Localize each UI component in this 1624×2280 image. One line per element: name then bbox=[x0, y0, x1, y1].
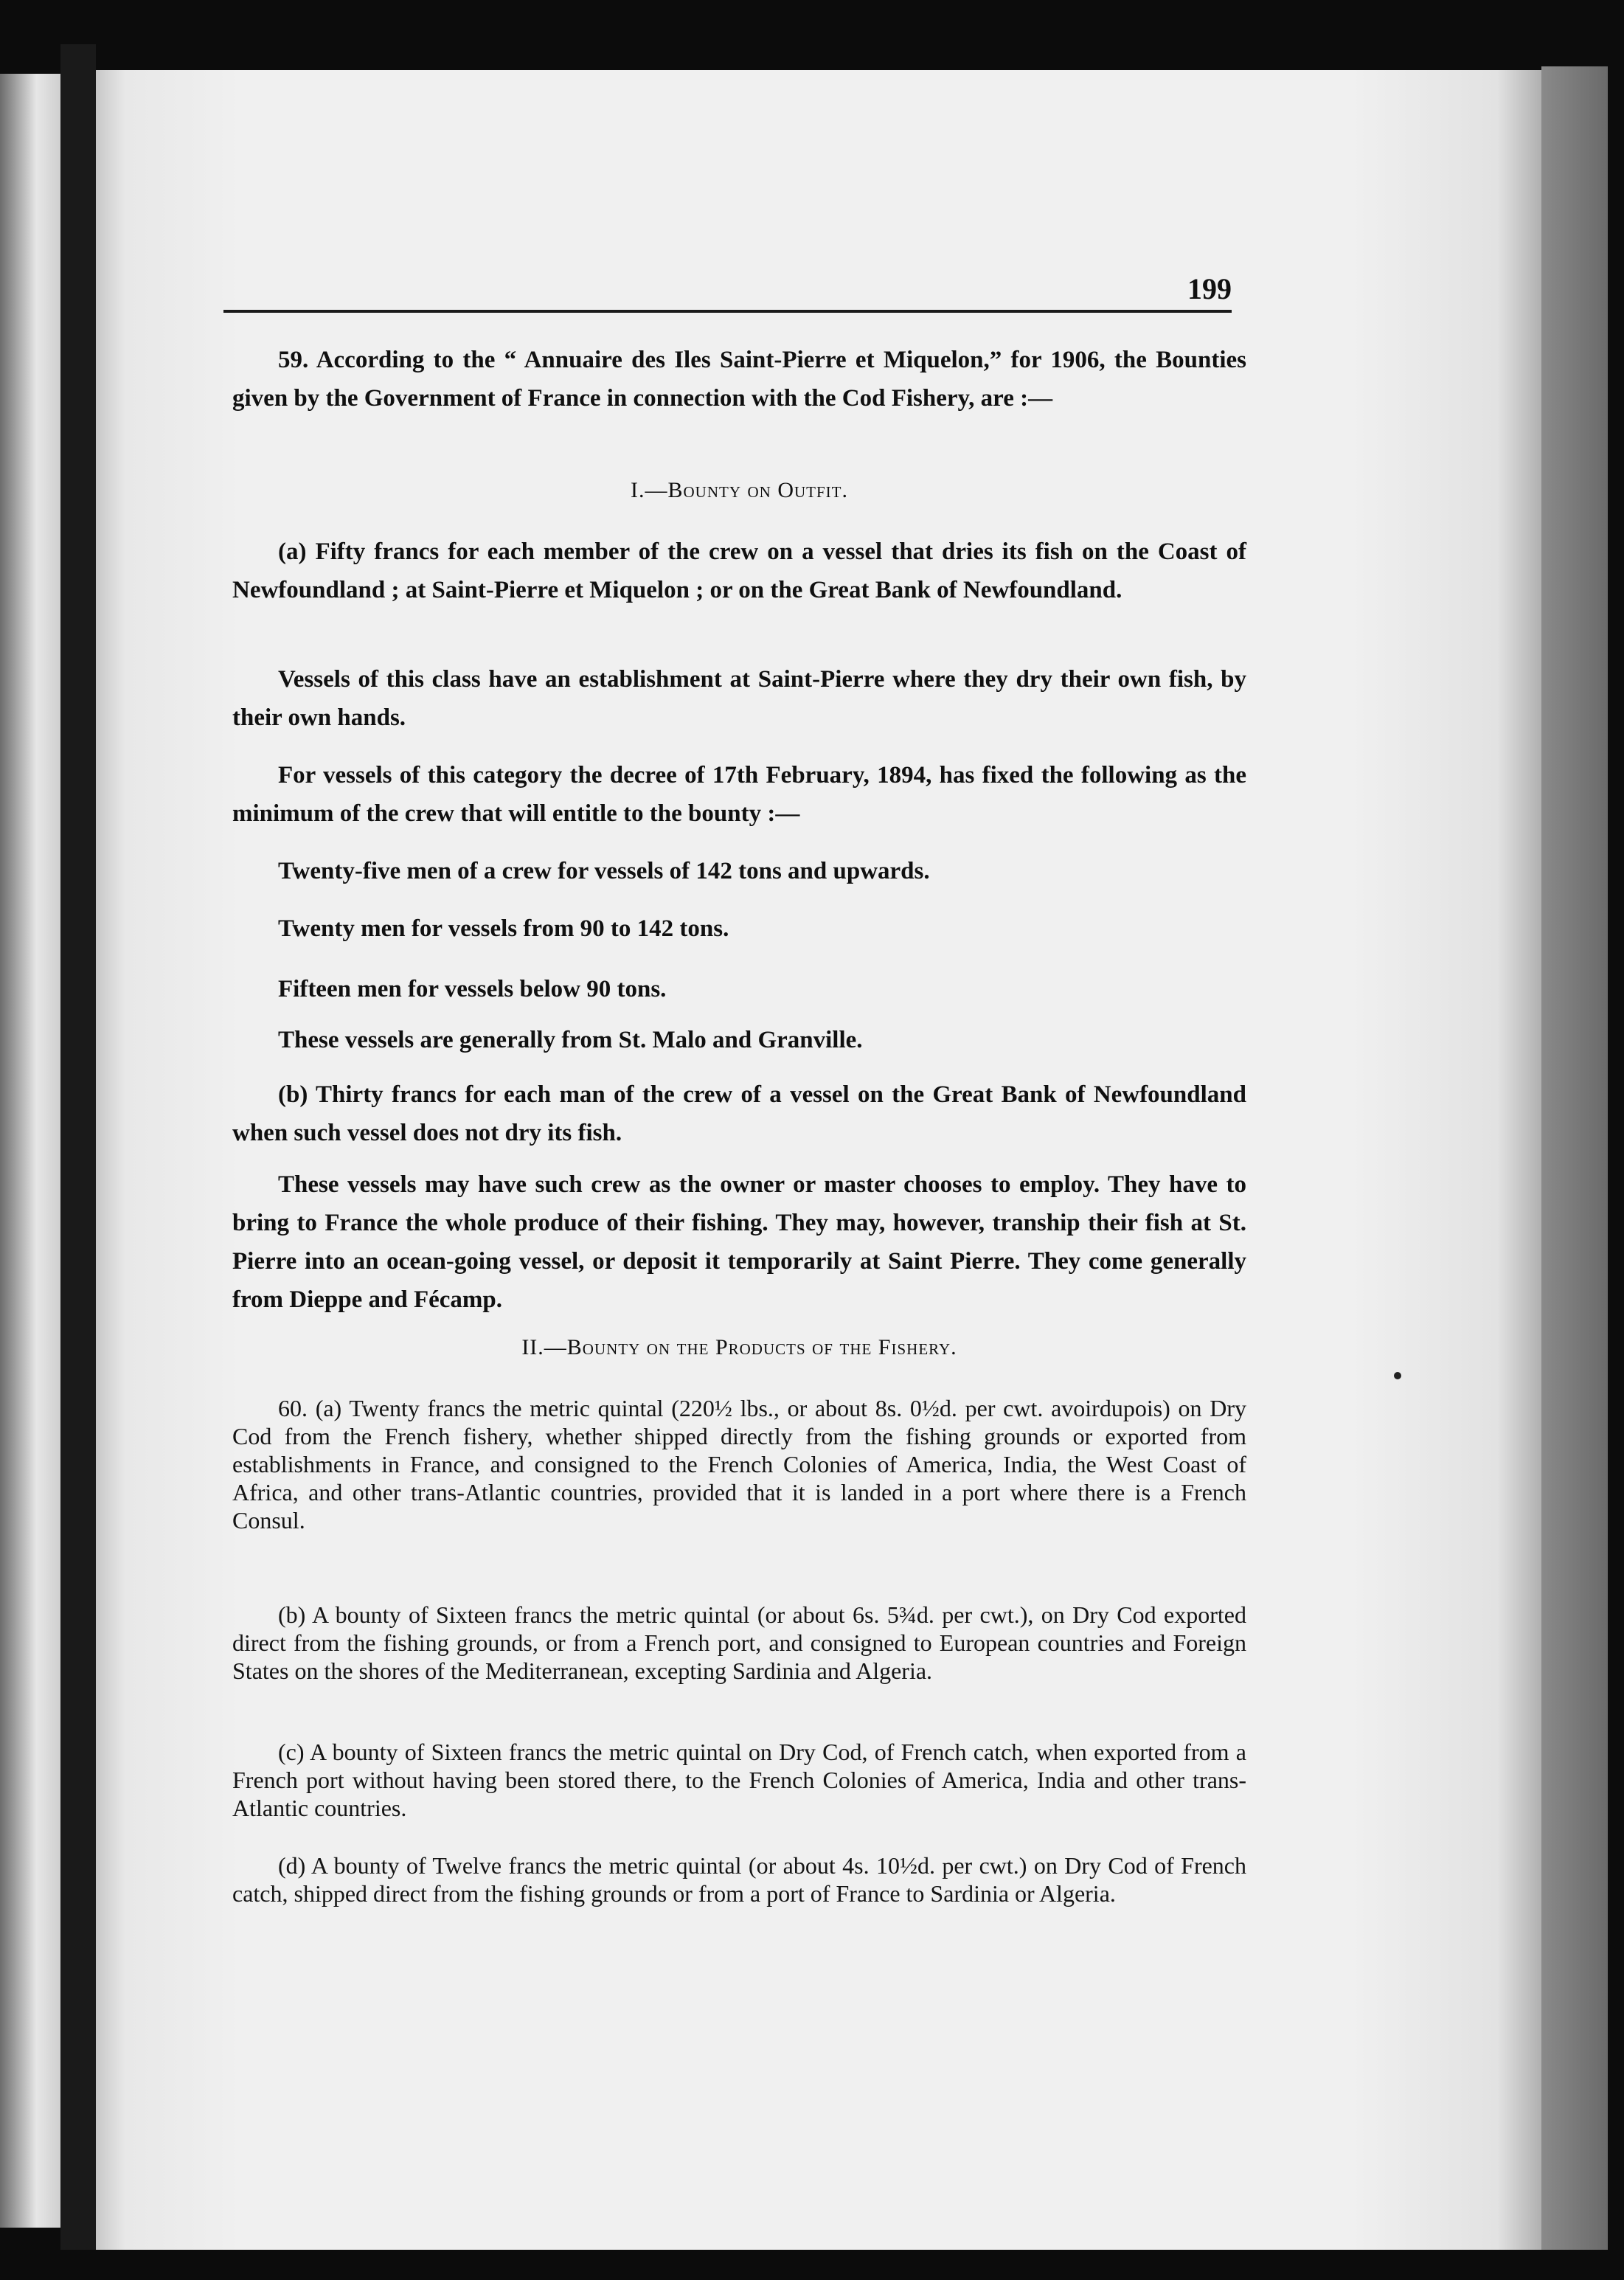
section-heading-outfit: I.—Bounty on Outfit. bbox=[631, 478, 848, 502]
paragraph-60-a: 60. (a) Twenty francs the metric quintal (220½ lbs., or about 8s. 0½d. per cwt. avoirdupois) on Dry Cod from the French fishery, whether shipped directly from the fishing grounds or exported from establishments in France, and consigned to the French Colonies of America, India, the West Coast of Africa, and other trans-Atlantic countries, provided that it is landed in a port where there is a French Consul. bbox=[232, 1395, 1246, 1534]
header-rule bbox=[223, 310, 1232, 313]
paragraph-crew-choice: These vessels may have such crew as the owner or master chooses to employ. They have to bring to France the whole produce of their fishing. They may, however, tranship their fish at St. Pierre into an ocean-going vessel, or deposit it temporarily at Saint Pierre. They come generally from Dieppe and Fécamp. bbox=[232, 1171, 1246, 1313]
left-page-edge bbox=[0, 74, 60, 2228]
right-page-edge bbox=[1541, 66, 1608, 2250]
paragraph-decree: For vessels of this category the decree of 17th February, 1894, has fixed the following as the minimum of the crew that will entitle to the bounty :— bbox=[232, 762, 1246, 827]
paragraph-outfit-a: (a) Fifty francs for each member of the crew on a vessel that dries its fish on the Coast of Newfoundland ; at Saint-Pierre et Miquelon ; or on the Great Bank of Newfoundland. bbox=[232, 538, 1246, 603]
section-heading-products: II.—Bounty on the Products of the Fishery. bbox=[521, 1335, 957, 1359]
paragraph-60-d: (d) A bounty of Twelve francs the metric quintal (or about 4s. 10½d. per cwt.) on Dry Cod of French catch, shipped direct from the fishing grounds or from a port of France to Sardinia or Algeria. bbox=[232, 1852, 1246, 1907]
paragraph-twenty-men: Twenty men for vessels from 90 to 142 tons. bbox=[278, 915, 729, 942]
paragraph-outfit-b: (b) Thirty francs for each man of the crew of a vessel on the Great Bank of Newfoundland when such vessel does not dry its fish. bbox=[232, 1081, 1246, 1146]
paragraph-twenty-five-men: Twenty-five men of a crew for vessels of 142 tons and upwards. bbox=[278, 858, 930, 884]
paragraph-60-b: (b) A bounty of Sixteen francs the metric quintal (or about 6s. 5¾d. per cwt.), on Dry Cod exported direct from the fishing grounds, or from a French port, and consigned to European countries and Foreign States on the shores of the Mediterranean, excepting Sardinia and Algeria. bbox=[232, 1601, 1246, 1684]
paragraph-generally: These vessels are generally from St. Malo and Granville. bbox=[278, 1027, 863, 1053]
paragraph-59: 59. According to the “ Annuaire des Iles Saint-Pierre et Miquelon,” for 1906, the Bounties given by the Government of France in connection with the Cod Fishery, are :— bbox=[232, 347, 1246, 412]
book-gutter bbox=[60, 44, 96, 2250]
page-number: 199 bbox=[1187, 272, 1232, 305]
ink-speck bbox=[1394, 1372, 1401, 1379]
paragraph-60-c: (c) A bounty of Sixteen francs the metric quintal on Dry Cod, of French catch, when exported from a French port without having been stored there, to the French Colonies of America, India and other trans-Atlantic countries. bbox=[232, 1739, 1246, 1821]
paragraph-fifteen-men: Fifteen men for vessels below 90 tons. bbox=[278, 976, 667, 1002]
paragraph-vessels-class: Vessels of this class have an establishment at Saint-Pierre where they dry their own fish, by their own hands. bbox=[232, 666, 1246, 731]
